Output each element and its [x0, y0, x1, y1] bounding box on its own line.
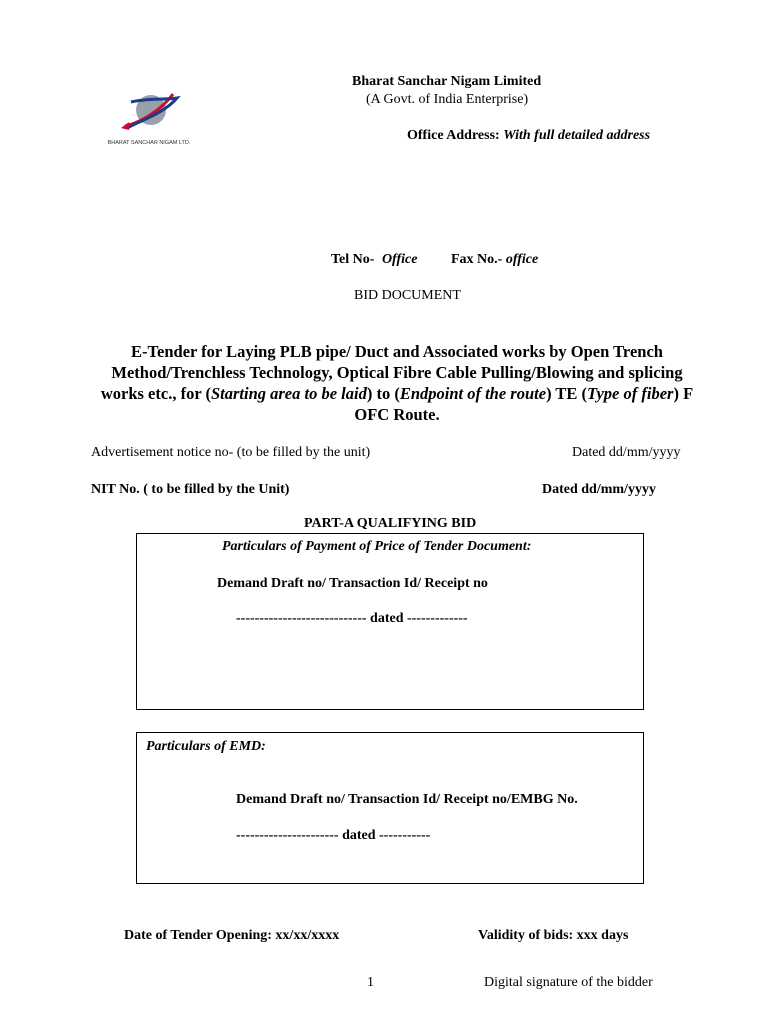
title-part-7: ) F OFC Route. — [354, 384, 694, 424]
logo — [103, 88, 195, 148]
title-endpoint: Endpoint of the route — [399, 384, 547, 403]
emd-dated: ---------------------- dated ----------- — [236, 828, 431, 843]
title-part-3: ) to ( — [366, 384, 400, 403]
nit-number: NIT No. ( to be filled by the Unit) — [91, 482, 290, 497]
advertisement-date: Dated dd/mm/yyyy — [572, 445, 681, 460]
title-part-1: E-Tender for Laying PLB pipe/ Duct and Associated works by Open Trench Method/Trenchless Technology, Optical Fibre Cable Pulling/Blowing and splicing works etc., for ( — [100, 342, 683, 403]
office-address-value: With full detailed address — [503, 128, 651, 143]
office-address — [407, 128, 650, 144]
bid-validity: Validity of bids: xxx days — [478, 928, 629, 943]
emd-title: Particulars of EMD: — [146, 739, 266, 754]
advertisement-notice: Advertisement notice no- (to be filled by the unit) — [91, 445, 371, 460]
org-name: Bharat Sanchar Nigam Limited — [352, 74, 542, 89]
org-subtitle: (A Govt. of India Enterprise) — [366, 92, 529, 107]
tender-opening-date: Date of Tender Opening: xx/xx/xxxx — [124, 928, 340, 943]
fax-label: Fax No.- — [451, 252, 503, 267]
tel-label: Tel No- — [331, 252, 375, 267]
tender-fee-title: Particulars of Payment of Price of Tender Document: — [222, 539, 532, 554]
office-address-label: Office Address: — [407, 128, 500, 143]
nit-date: Dated dd/mm/yyyy — [542, 482, 656, 497]
fax-value: office — [505, 252, 539, 267]
logo-text: BHARAT SANCHAR NIGAM LTD. — [107, 140, 191, 146]
title-fiber-type: Type of fiber — [587, 384, 674, 403]
page-number: 1 — [367, 975, 374, 990]
title-start-area: Starting area to be laid — [210, 384, 367, 403]
digital-signature-label: Digital signature of the bidder — [484, 975, 653, 990]
tel-line — [331, 252, 417, 268]
doc-type: BID DOCUMENT — [354, 288, 461, 303]
part-a-heading: PART-A QUALIFYING BID — [304, 516, 477, 531]
tender-title — [90, 341, 704, 425]
tender-fee-line: Demand Draft no/ Transaction Id/ Receipt no — [217, 576, 488, 591]
emd-line: Demand Draft no/ Transaction Id/ Receipt no/EMBG No. — [236, 792, 578, 807]
fax-line — [451, 252, 538, 268]
title-part-5: ) TE ( — [546, 384, 588, 403]
tel-value: Office — [381, 252, 418, 267]
tender-fee-dated: ---------------------------- dated ------------- — [236, 611, 468, 626]
